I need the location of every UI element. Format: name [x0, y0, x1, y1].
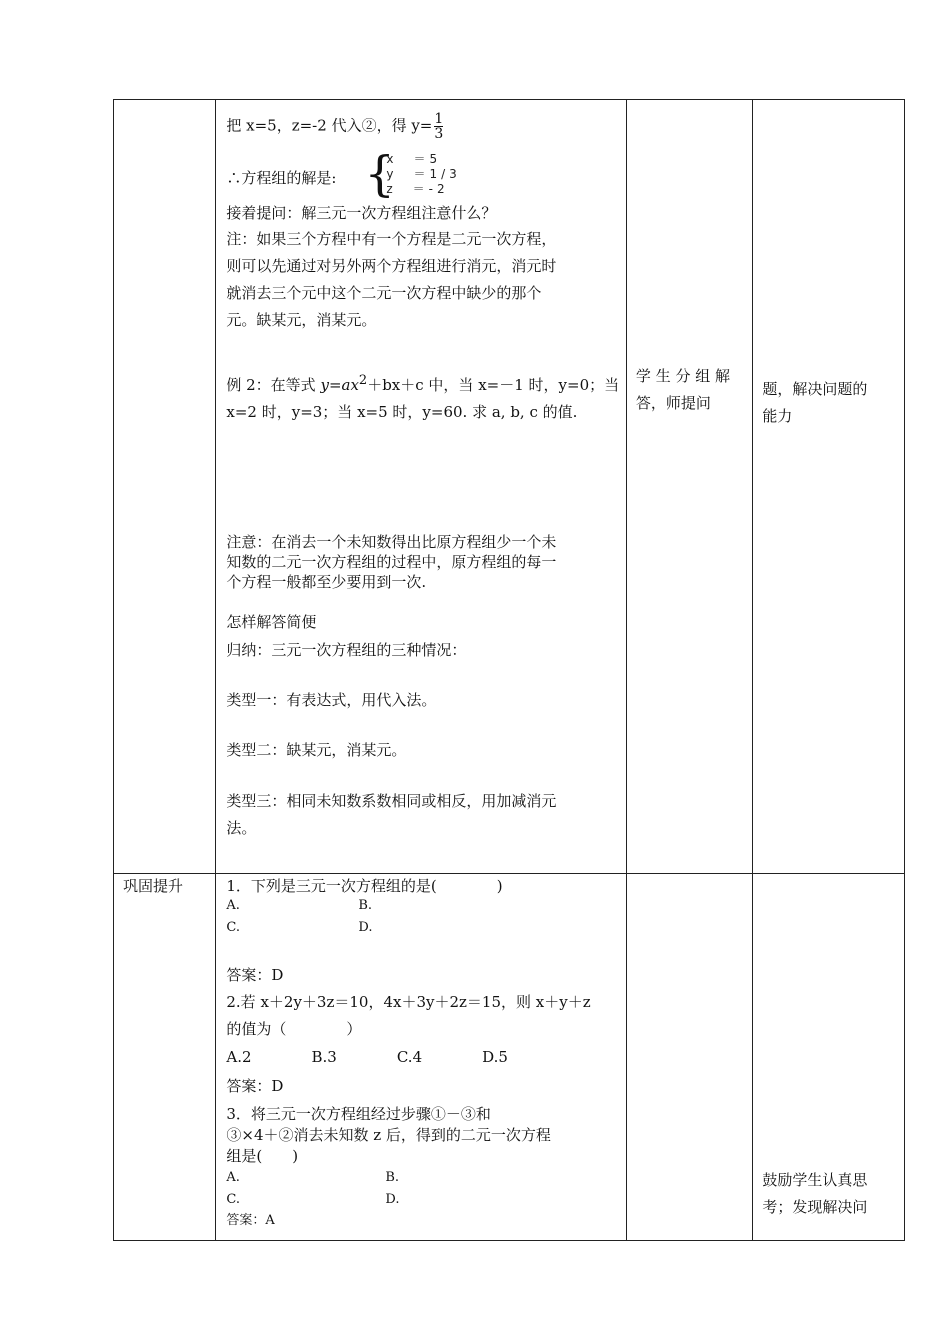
- answer-3: 答案：A: [226, 1213, 275, 1228]
- answer-1: 答案：D: [226, 966, 284, 984]
- solution-label: ∴方程组的解是:: [226, 169, 337, 187]
- lesson-plan-table: [113, 99, 905, 1241]
- summary-line: 归纳：三元一次方程组的三种情况：: [226, 641, 467, 659]
- question-3: ③×4＋②消去未知数 z 后，得到的二元一次方程: [226, 1126, 551, 1144]
- option-b: B.: [385, 1170, 400, 1185]
- content-cell: [216, 100, 627, 874]
- option-d: D.: [385, 1192, 400, 1207]
- note-line: 则可以先通过对另外两个方程组进行消元，消元时: [226, 257, 557, 275]
- type-3-line: 法。: [226, 819, 257, 837]
- option-c: C.: [226, 920, 240, 935]
- option-a: A.: [226, 1170, 240, 1185]
- purpose-line: 鼓励学生认真思: [762, 1171, 868, 1189]
- type-2-line: 类型二：缺某元，消某元。: [226, 741, 407, 759]
- purpose-cell: [753, 100, 905, 874]
- substitute-line: 把 x=5，z=-2 代入②，得 y= $\frac{1}{3}$: [226, 111, 444, 142]
- option-b: B.: [358, 898, 373, 913]
- attention-line: 注意：在消去一个未知数得出比原方程组少一个未: [226, 533, 557, 551]
- example-2-line-2: x=2 时，y=3；当 x=5 时，y=60. 求 a, b, c 的值.: [226, 403, 578, 421]
- activity-cell: [626, 874, 752, 1241]
- brace-icon: {: [364, 146, 395, 202]
- purpose-line: 考；发现解决问: [762, 1198, 868, 1216]
- answer-2: 答案：D: [226, 1077, 284, 1095]
- table-row: [114, 100, 905, 874]
- activity-line: 学 生 分 组 解: [635, 367, 730, 385]
- example-2-line-1: 例 2：在等式 $y=ax^2+bx+c$ 中，当 x=－1 时，y=0；当: [226, 373, 620, 394]
- content-cell: [216, 874, 627, 1241]
- note-line: 元。缺某元，消某元。: [226, 311, 377, 329]
- type-1-line: 类型一：有表达式，用代入法。: [226, 691, 437, 709]
- question-2: 的值为（ ）: [226, 1020, 362, 1038]
- purpose-cell: [753, 874, 905, 1241]
- fraction: $\frac{1}{3}$: [434, 111, 444, 142]
- stage-cell: [114, 874, 216, 1241]
- purpose-line: 能力: [762, 407, 793, 425]
- option-c: C.: [226, 1192, 240, 1207]
- option-a: A.: [226, 898, 240, 913]
- solution-system: x ＝5 y ＝1/3 z ＝-2: [386, 152, 461, 196]
- stage-label: 巩固提升: [123, 877, 184, 895]
- question-2-options: A.2 B.3 C.4 D.5: [226, 1048, 508, 1066]
- stage-cell: [114, 100, 216, 874]
- activity-cell: [626, 100, 752, 874]
- type-3-line: 类型三：相同未知数系数相同或相反，用加减消元: [226, 792, 557, 810]
- question-3: 3．将三元一次方程组经过步骤①－③和: [226, 1105, 491, 1123]
- question-1: 1．下列是三元一次方程组的是( ): [226, 877, 503, 895]
- follow-up-question: 接着提问：解三元一次方程组注意什么？: [226, 204, 497, 222]
- question-3: 组是( ): [226, 1147, 299, 1165]
- note-line: 就消去三个元中这个二元一次方程中缺少的那个: [226, 284, 542, 302]
- question-2: 2.若 x＋2y＋3z＝10，4x＋3y＋2z＝15，则 x＋y＋z: [226, 993, 591, 1011]
- option-d: D.: [358, 920, 373, 935]
- note-line: 注：如果三个方程中有一个方程是二元一次方程，: [226, 230, 557, 248]
- activity-line: 答，师提问: [635, 394, 711, 412]
- attention-line: 个方程一般都至少要用到一次.: [226, 573, 427, 591]
- table-row: [114, 874, 905, 1241]
- purpose-line: 题，解决问题的: [762, 380, 868, 398]
- attention-line: 知数的二元一次方程组的过程中，原方程组的每一: [226, 553, 557, 571]
- how-simple-line: 怎样解答简便: [226, 613, 317, 631]
